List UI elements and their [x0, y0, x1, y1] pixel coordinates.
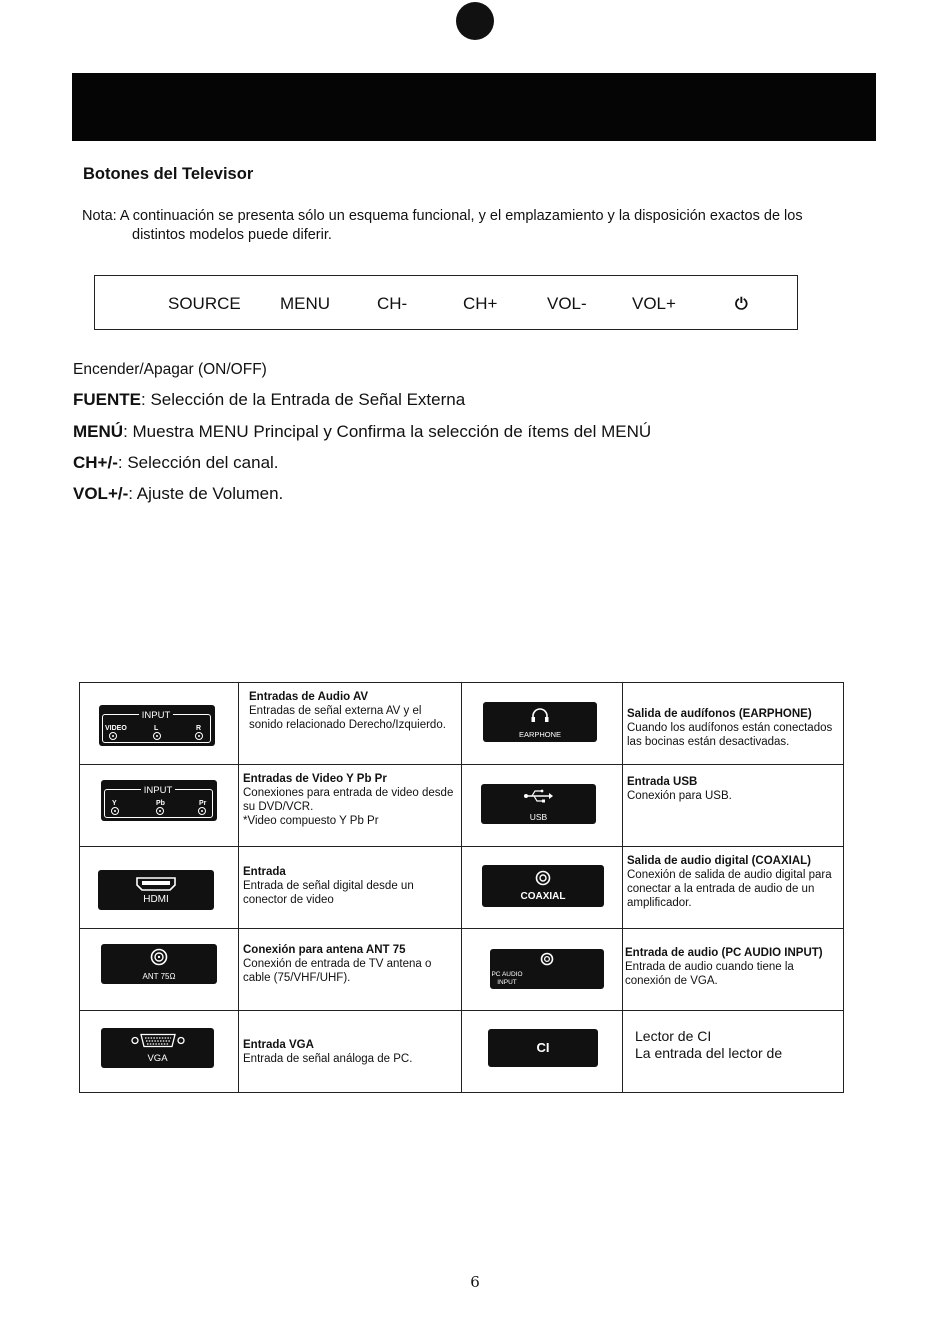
pc-audio-title: Entrada de audio (PC AUDIO INPUT)	[625, 947, 823, 959]
table-row	[80, 847, 844, 929]
hdmi-illustration	[80, 847, 239, 929]
source-description: FUENTE: Selección de la Entrada de Señal Externa	[73, 390, 466, 409]
y-jack-icon	[111, 807, 119, 815]
table-row	[80, 1011, 844, 1093]
ci-label: CI	[536, 1040, 550, 1055]
usb-label: USB	[529, 812, 548, 822]
volume-description: VOL+/-: Ajuste de Volumen.	[73, 484, 284, 503]
section-heading: Botones del Televisor	[83, 165, 254, 183]
pc-audio-label-2: INPUT	[497, 979, 517, 986]
section-marker-dot	[456, 2, 494, 40]
audio-l-jack-icon	[153, 732, 161, 740]
ypbpr-input-label: INPUT	[141, 784, 175, 798]
av-l-label: L	[154, 725, 159, 732]
usb-text: Conexión para USB.	[627, 790, 732, 802]
usb-title: Entrada USB	[627, 776, 698, 788]
page-number: 6	[470, 1273, 480, 1291]
av-input-illustration	[80, 683, 239, 765]
ypbpr-text-1: Conexiones para entrada de video desde su DVD/VCR.	[243, 787, 454, 813]
antenna-jack-icon	[150, 948, 168, 966]
antenna-text: Conexión de entrada de TV antena o cable (75/VHF/UHF).	[243, 958, 432, 984]
ypbpr-title: Entradas de Video Y Pb Pr	[243, 773, 387, 785]
hdmi-label: HDMI	[143, 894, 169, 905]
vga-illustration	[80, 1011, 239, 1093]
ci-illustration	[462, 1011, 623, 1093]
note	[82, 207, 912, 245]
usb-icon	[523, 789, 553, 803]
vga-port-icon	[131, 1033, 185, 1048]
header-banner	[72, 73, 876, 141]
earphone-text: Cuando los audífonos están conectados las bocinas están desactivadas.	[627, 722, 833, 748]
pc-audio-label-1: PC AUDIO	[491, 971, 523, 978]
earphone-title: Salida de audífonos (EARPHONE)	[627, 708, 812, 720]
earphone-illustration	[462, 683, 623, 765]
av-video-label: VIDEO	[105, 725, 127, 732]
headphones-icon	[530, 707, 550, 723]
ci-line-1: Lector de CI	[635, 1028, 712, 1044]
note-line-2: distintos modelos puede diferir.	[132, 227, 332, 243]
channel-description: CH+/-: Selección del canal.	[73, 453, 279, 472]
menu-description: MENÚ: Muestra MENU Principal y Confirma la selección de ítems del MENÚ	[73, 422, 652, 441]
av-text: Entradas de señal externa AV y el sonido relacionado Derecho/Izquierdo.	[249, 705, 446, 731]
coaxial-title: Salida de audio digital (COAXIAL)	[627, 855, 812, 867]
av-input-label: INPUT	[139, 709, 173, 723]
tv-button-panel	[94, 275, 798, 330]
note-line-1: Nota: A continuación se presenta sólo un esquema funcional, y el emplazamiento y la disposición exactos de los	[82, 208, 803, 224]
coaxial-jack-icon	[535, 870, 551, 886]
vga-label: VGA	[147, 1053, 168, 1064]
table-row	[80, 765, 844, 847]
antenna-label: ANT 75Ω	[142, 972, 176, 981]
coaxial-label: COAXIAL	[520, 891, 566, 902]
pc-audio-text: Entrada de audio cuando tiene la conexión de VGA.	[625, 961, 794, 987]
av-title: Entradas de Audio AV	[249, 691, 369, 703]
pb-jack-icon	[156, 807, 164, 815]
audio-r-jack-icon	[195, 732, 203, 740]
pr-jack-icon	[198, 807, 206, 815]
hdmi-text: Entrada de señal digital desde un conector de video	[243, 880, 414, 906]
pr-label: Pr	[199, 800, 207, 807]
hdmi-port-icon	[136, 877, 176, 891]
vol-plus-button: VOL+	[632, 294, 676, 313]
power-icon: ⏻	[735, 294, 748, 313]
pb-label: Pb	[156, 800, 165, 807]
earphone-label: EARPHONE	[518, 730, 562, 739]
vga-text: Entrada de señal análoga de PC.	[243, 1053, 413, 1065]
table-row	[80, 683, 844, 765]
vol-minus-button: VOL-	[547, 294, 587, 313]
y-label: Y	[112, 800, 117, 807]
menu-button: MENU	[280, 294, 331, 313]
video-jack-icon	[109, 732, 117, 740]
source-button: SOURCE	[168, 294, 241, 313]
power-description: Encender/Apagar (ON/OFF)	[73, 361, 267, 378]
coaxial-text: Conexión de salida de audio digital para conectar a la entrada de audio de un amplificador.	[627, 869, 832, 909]
ch-plus-button: CH+	[463, 294, 498, 313]
coaxial-illustration	[462, 847, 623, 929]
vga-title: Entrada VGA	[243, 1039, 314, 1051]
ci-line-2: La entrada del lector de	[635, 1045, 783, 1061]
ypbpr-text-2: *Video compuesto Y Pb Pr	[243, 815, 379, 827]
usb-illustration	[462, 765, 623, 847]
pc-audio-jack-icon	[540, 952, 554, 966]
hdmi-title: Entrada	[243, 866, 286, 878]
ypbpr-input-illustration	[80, 765, 239, 847]
ch-minus-button: CH-	[377, 294, 408, 313]
pc-audio-illustration	[462, 929, 623, 1011]
antenna-title: Conexión para antena ANT 75	[243, 944, 406, 956]
ports-table	[79, 682, 844, 1093]
table-row	[80, 929, 844, 1011]
av-r-label: R	[196, 725, 202, 732]
antenna-illustration	[80, 929, 239, 1011]
